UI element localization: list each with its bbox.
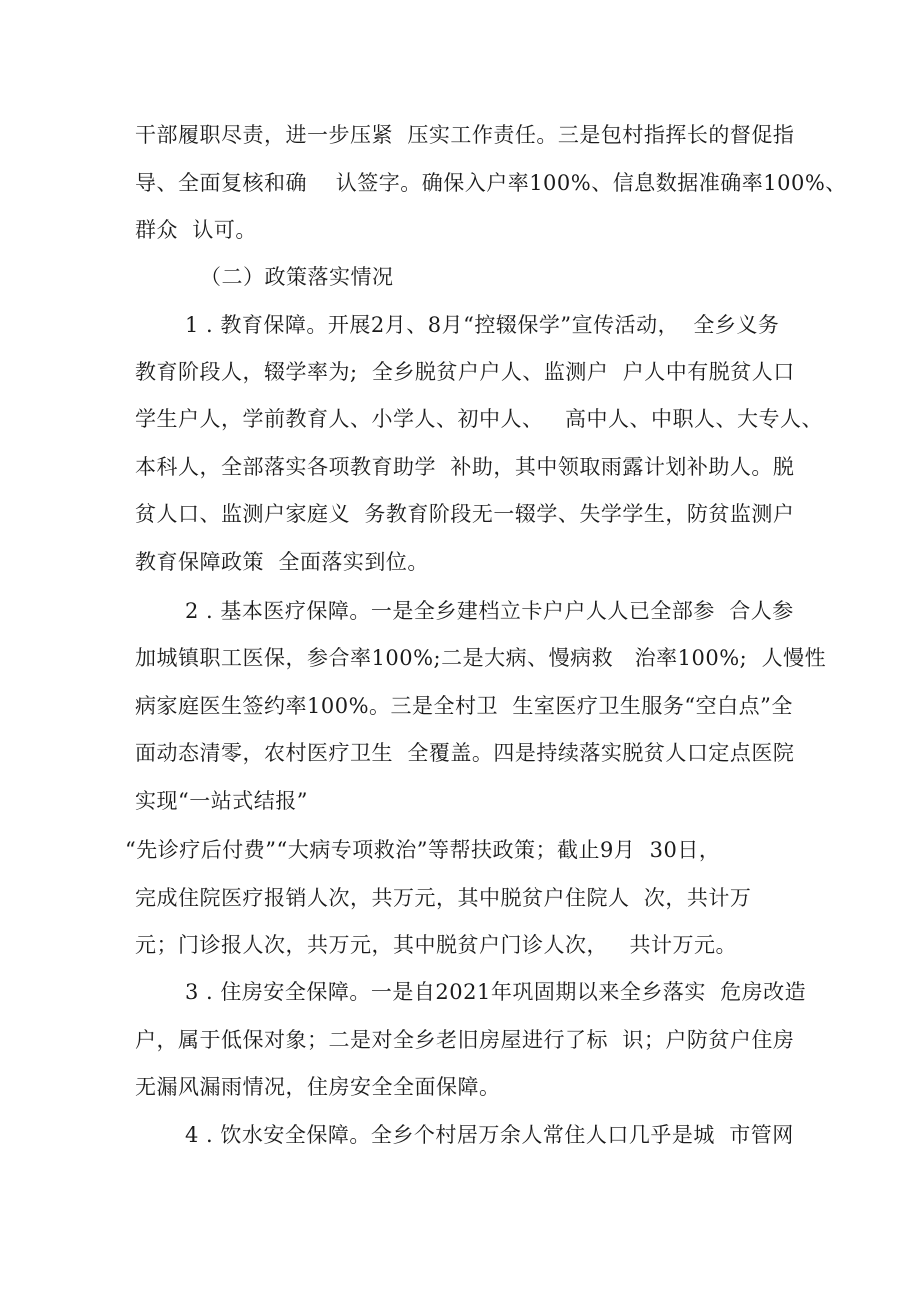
text-line: “先诊疗后付费”“大病专项救治”等帮扶政策；截止9月 30日，: [125, 838, 721, 862]
text-line: 实现“一站式结报”: [135, 789, 308, 813]
text-line: 干部履职尽责，进一步压紧 压实工作责任。三是包村指挥长的督促指: [135, 123, 795, 147]
text-line: 元；门诊报人次，共万元，其中脱贫户门诊人次， 共计万元。: [135, 933, 738, 957]
text-line: 本科人，全部落实各项教育助学 补助，其中领取雨露计划补助人。脱: [135, 455, 795, 479]
paragraph-heading-line: 2 . 基本医疗保障。一是全乡建档立卡户户人人已全部参 合人参: [185, 599, 794, 623]
text-line: 加城镇职工医保，参合率100%;二是大病、慢病救 治率100%; 人慢性: [135, 646, 827, 670]
text-line: 学生户人，学前教育人、小学人、初中人、 高中人、中职人、大专人、: [135, 407, 824, 431]
text-line: 病家庭医生签约率100%。三是全村卫 生室医疗卫生服务“空白点”全: [135, 694, 793, 718]
paragraph-heading-line: 3 . 住房安全保障。一是自2021年巩固期以来全乡落实 危房改造: [185, 980, 807, 1004]
text-line: 群众 认可。: [135, 218, 257, 242]
section-heading: （二）政策落实情况: [200, 265, 394, 289]
text-line: 户，属于低保对象；二是对全乡老旧房屋进行了标 识；户防贫户住房: [135, 1028, 795, 1052]
text-line: 贫人口、监测户家庭义 务教育阶段无一辍学、失学学生，防贫监测户: [135, 502, 795, 526]
text-line: 完成住院医疗报销人次，共万元，其中脱贫户住院人 次，共计万: [135, 886, 752, 910]
paragraph-heading-line: 1 . 教育保障。开展2月、8月“控辍保学”宣传活动， 全乡义务: [185, 313, 780, 337]
text-line: 导、全面复核和确 认签字。确保入户率100%、信息数据准确率100%、: [135, 171, 847, 195]
text-line: 面动态清零，农村医疗卫生 全覆盖。四是持续落实脱贫人口定点医院: [135, 741, 795, 765]
text-line: 无漏风漏雨情况，住房安全全面保障。: [135, 1075, 501, 1099]
paragraph-heading-line: 4 . 饮水安全保障。全乡个村居万余人常住人口几乎是城 市管网: [185, 1123, 794, 1147]
text-line: 教育阶段人，辍学率为; 全乡脱贫户户人、监测户 户人中有脱贫人口: [135, 360, 795, 384]
text-line: 教育保障政策 全面落实到位。: [135, 550, 429, 574]
